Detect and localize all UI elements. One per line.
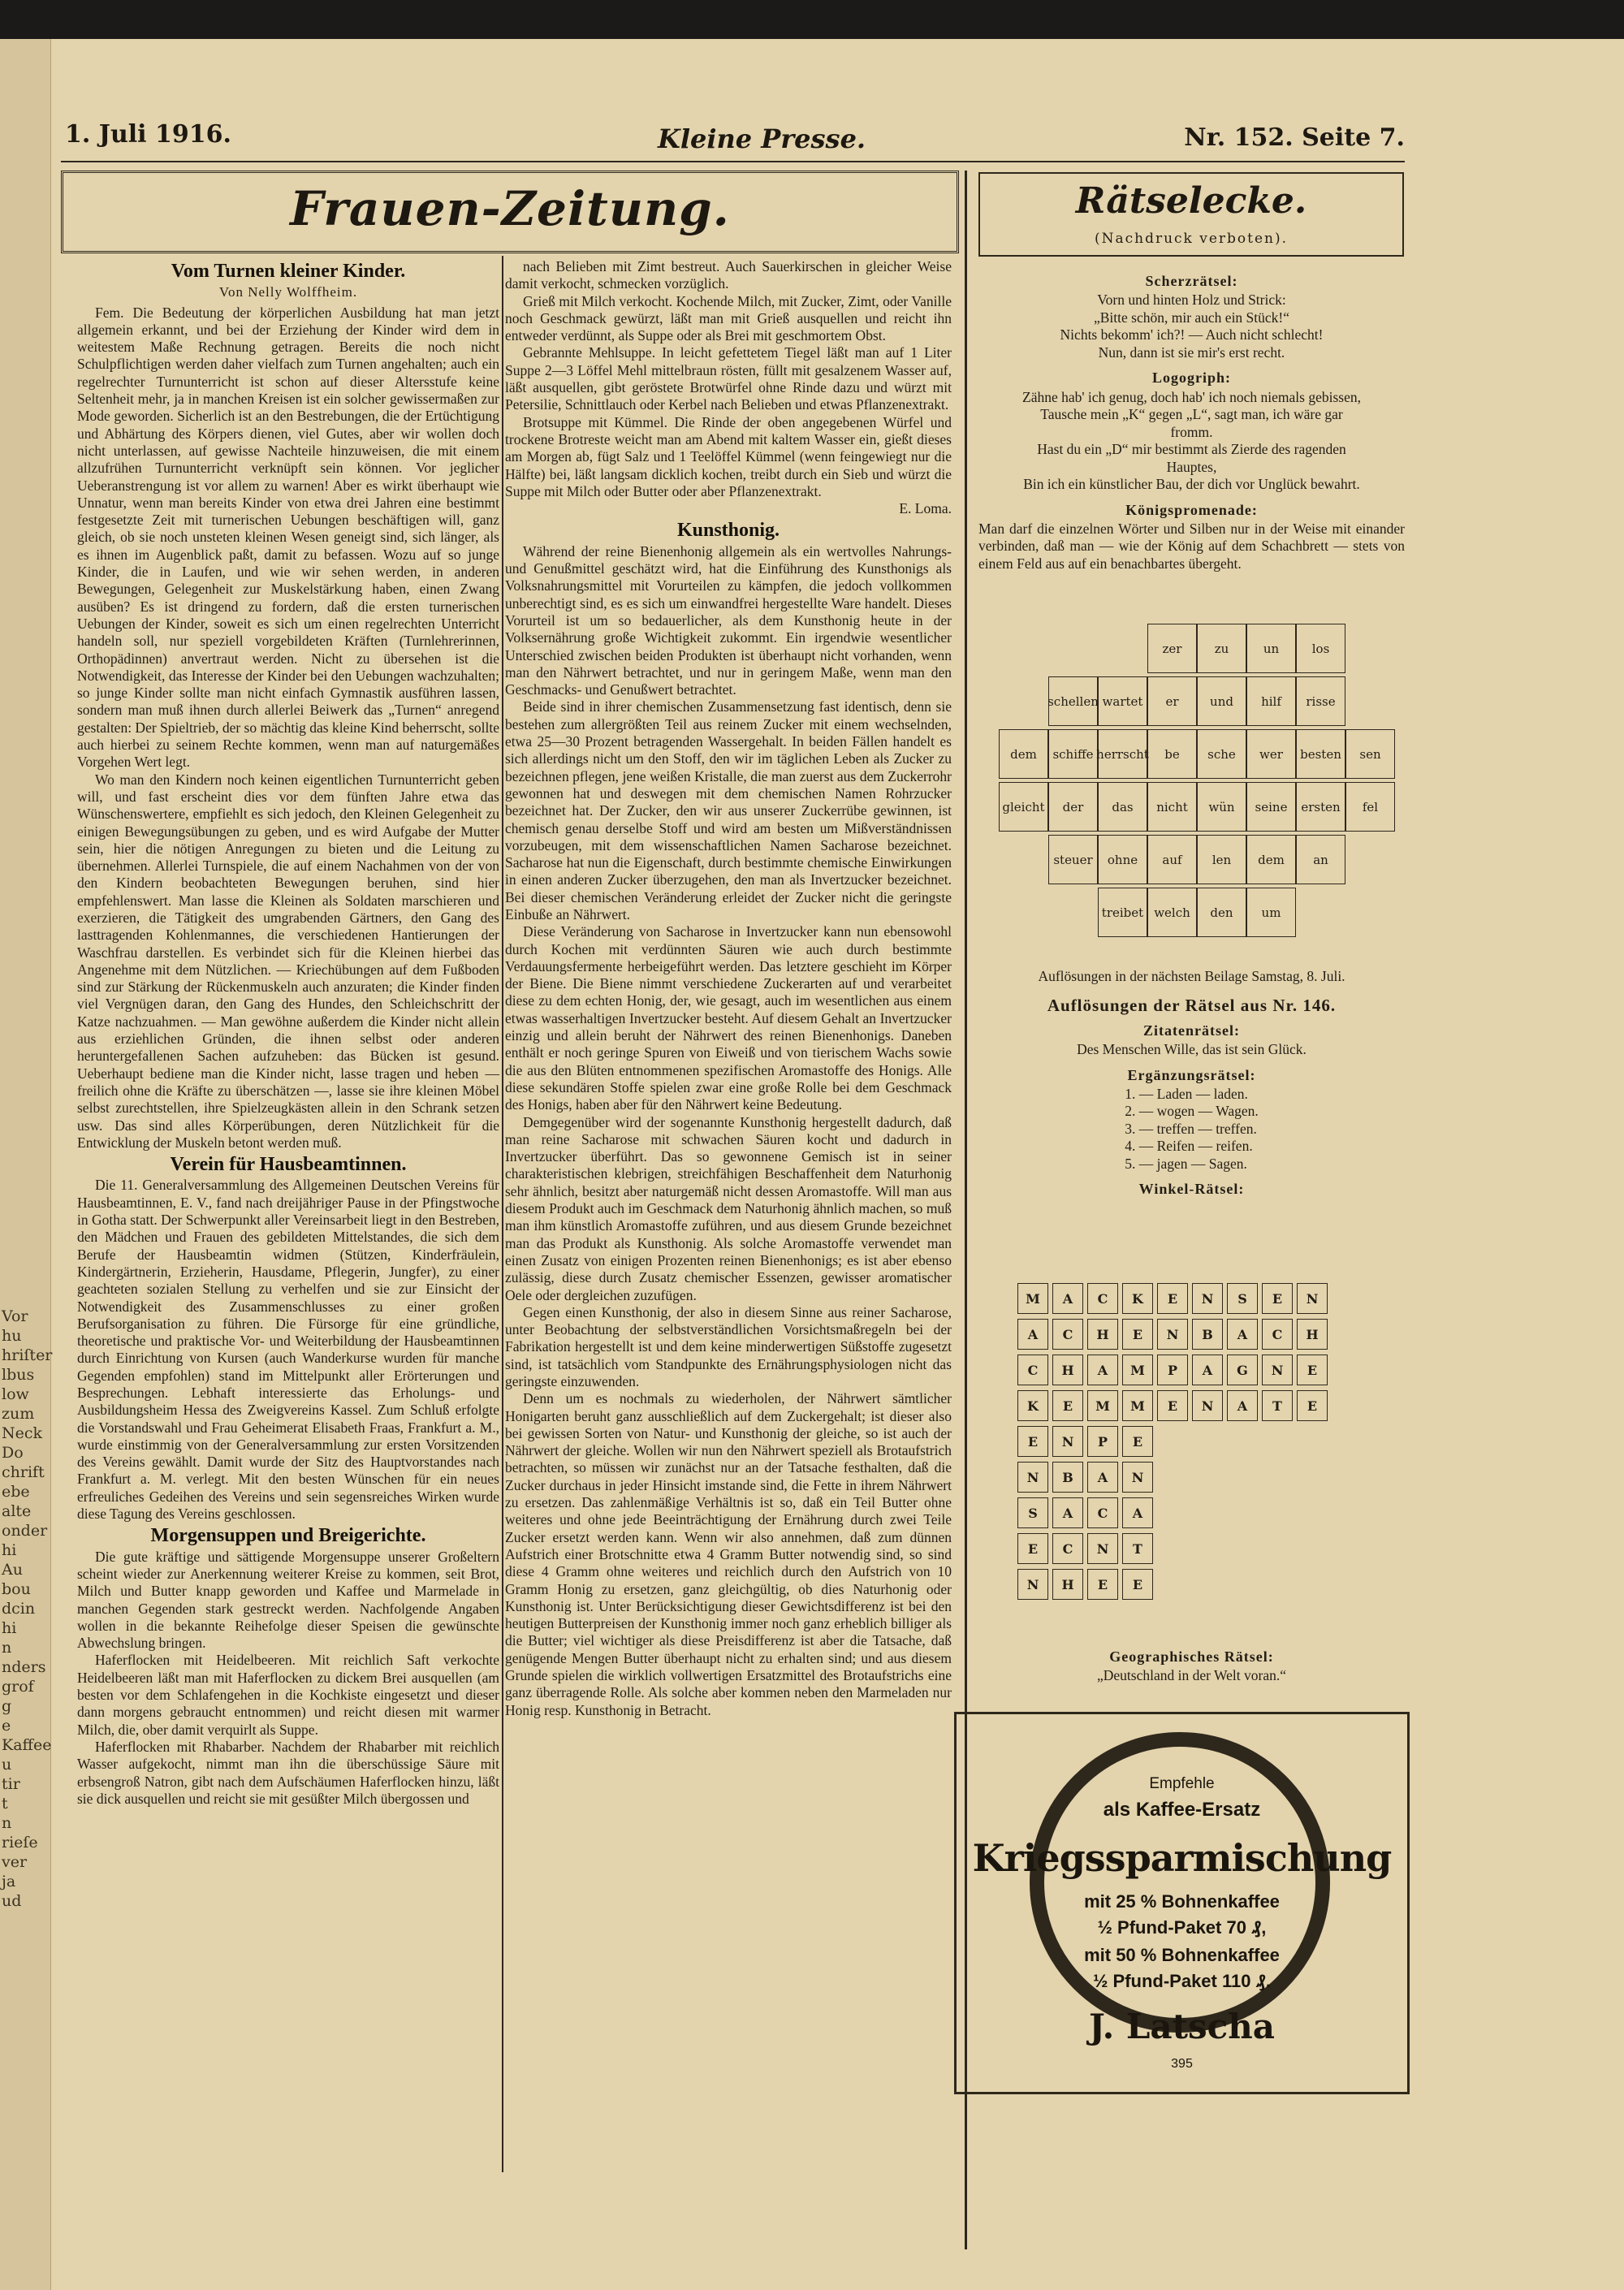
geo-solution: „Deutschland in der Welt voran.“ [1097,1667,1286,1684]
grid-cell: schiffe [1048,729,1098,779]
article-byline: Von Nelly Wolffheim. [218,284,358,300]
text-fragment: zum [2,1405,35,1423]
text-fragment: lbus [2,1366,35,1384]
column-1 [77,258,499,1808]
ad-price: ½ Pfund-Paket 70 ₰, [1097,1917,1267,1938]
grid-cell: und [1197,676,1246,726]
article-paragraph: Denn um es nochmals zu wiederholen, der Nährwert sämtlicher Honigarten beruht ganz ausschließlich auf dem Zuckergehalt; ist dieser also bei gewissen Sorten von Natur- und Kunsthonig der gleiche, so ist auch der Nährwert der gleiche. Wollen wir nun den Nährwert speziell als Brotaufstrich betrachten, so müssen wir zunächst nur an der Tatsache festhalten, daß die Zucker durchaus in jeder Hinsicht imstande sind, die Fette in ihrem Nährwert zu ersetzen. Das zahlenmäßige Verhältnis ist so, daß ein Teil Butter ohne weiteres und ohne jede Beeinträchtigung der Ernährung durch zwei Teile Zucker ersetzt werden kann. Wenn wir also annehmen, daß zum dünnen Aufstrich einer Brotschnitte etwa 4 Gramm Butter notwendig sind, so sind diese 4 Gramm ohne weiteres und reichlich durch den Aufstrich von 10 Gramm Honig zu ersetzen, ganz gleichgültig, ob dies Naturhonig oder Kunsthonig ist. Unter Berücksichtigung dieser Gewichtsdifferenz ist bei den heutigen Butterpreisen der Kunsthonig immer noch ganz erheblich billiger als die Butter; viel wichtiger als diese Preisdifferenz ist aber die Tatsache, daß genügende Mengen Butter überhaupt nicht zu erhalten sind; und aus diesem Grunde spielen die wirklich vollwertigen Ersatzmittel des Brotaufstrichs eine ganz überragende Rolle. Als solche aber kommen neben den Marmeladen nur Honig resp. Kunsthonig in Betracht. [505,1390,952,1718]
grid-cell: H [1052,1355,1083,1385]
puzzle-line: Vorn und hinten Holz und Strick: [1097,292,1286,309]
grid-cell: A [1087,1462,1118,1493]
grid-cell: sen [1345,729,1395,779]
text-fragment: ver [2,1853,28,1871]
grid-cell: E [1122,1426,1153,1457]
grid-cell: un [1246,624,1296,673]
text-fragment: nders [2,1658,46,1676]
grid-cell: den [1197,888,1246,937]
solution-line: 2. — wogen — Wagen. [1125,1103,1259,1120]
article-paragraph: Gegen einen Kunsthonig, der also in diesem Sinne aus reiner Sacharose, unter Beobachtung der selbstverständlichen Vorsichtsmaßregeln bei der Fabrikation hergestellt ist und dem keine minderwertigen Süßstoffe zugesetzt sind, ist tatsächlich vom Standpunkte des Ernährungsphysiologen nicht das geringste einzuwenden. [505,1303,952,1389]
article-paragraph: nach Belieben mit Zimt bestreut. Auch Sauerkirschen in gleicher Weise damit verkocht, schmecken vorzüglich. [505,258,952,292]
grid-cell: K [1017,1390,1048,1421]
puzzle-line: Zähne hab' ich genug, doch hab' ich noch niemals gebissen, [1022,388,1361,405]
grid-cell: C [1087,1497,1118,1528]
puzzle-line: Hauptes, [1166,458,1217,475]
ad-text: mit 50 % Bohnenkaffee [1084,1945,1280,1965]
solutions-title: Auflösungen der Rätsel aus Nr. 146. [1047,995,1337,1015]
grid-cell: nicht [1147,782,1197,832]
grid-cell: M [1087,1390,1118,1421]
ad-code: 395 [1171,2057,1193,2071]
text-fragment: alte [2,1502,32,1520]
grid-cell: A [1087,1355,1118,1385]
grid-cell: zer [1147,624,1197,673]
grid-cell: er [1147,676,1197,726]
ad-brand: J. Latscha [1089,2007,1275,2046]
raetsel-title: Rätselecke. [1075,180,1307,222]
header-issue: Nr. 152. Seite 7. [1184,123,1405,152]
puzzle-instructions: Man darf die einzelnen Wörter und Silben nur in der Weise mit einander verbinden, daß man — wie der König auf dem Schachbrett — stets von einem Feld aus auf ein benachbartes übergeht. [978,520,1405,572]
article-paragraph: Wo man den Kindern noch keinen eigentlichen Turnunterricht geben will, und fast erscheint dies vor dem fünften Jahre etwa das Wünschenswertere, empfiehlt es sich jedoch, den Kleinen Gelegenheit zu einigen Bewegungsübungen zu geben, und es wird Aufgabe der Mutter sein, hier die nötigen Anregungen zu bieten und die Leitung zu übernehmen. Allerlei Turnspiele, die auf einem Nachahmen von der von den Kindern beobachteten Bewegungen beruhen, sind hier empfehlenswert. Man lasse die Kleinen als Soldaten marschieren und exerzieren, die Tätigkeit des umgrabenden Gärtners, den Gang des lasttragenden Kohlenmannes, die verschiedenen Hantierungen der Waschfrau darstellen. Es verbindet sich für die Kleinen hierbei das Angenehme mit dem Nützlichen. — Kriechübungen auf dem Fußboden sind zur Stärkung der Rückenmuskeln auch anzuraten; die Kinder finden viel Vergnügen daran, den Gang des Hundes, den Schleichschritt der Katze nachzuahmen. — Man gewöhne außerdem die Kinder nicht allein aus erziehlichen Gründen, die ihnen selbst oder anderen heruntergefallenen Sachen aufzuheben: das Bücken ist gesund. Ueberhaupt bediene man die Kinder nicht, lasse tragen und heben — freilich ohne die Kräfte zu überschätzen —, lasse sie ihre kleinen Möbel selbst zurechtstellen, ihre Spielzeugkästen allein in den Schrank setzen usw. Das sind alles Körperübungen, deren Nützlichkeit für die Entwicklung der Muskeln betont werden muß. [77,771,499,1151]
frauen-zeitung-masthead [61,171,959,253]
grid-cell: auf [1147,835,1197,884]
text-fragment: Au [2,1561,23,1579]
solution-line: 4. — Reifen — reifen. [1125,1138,1253,1155]
grid-cell: sche [1197,729,1246,779]
text-fragment: hi [2,1619,17,1637]
grid-cell: treibet [1098,888,1147,937]
puzzle-line: Nun, dann ist sie mir's erst recht. [1098,344,1285,361]
text-fragment: Neck [2,1424,43,1442]
grid-cell: A [1227,1319,1258,1350]
text-fragment: n [2,1814,12,1832]
grid-cell: E [1262,1283,1293,1314]
grid-cell: E [1087,1569,1118,1600]
zitat-solution: Des Menschen Wille, das ist sein Glück. [1077,1041,1307,1058]
column-rule-left [502,256,503,2172]
grid-cell: E [1017,1533,1048,1564]
grid-cell: E [1297,1390,1328,1421]
grid-cell: H [1087,1319,1118,1350]
grid-cell: zu [1197,624,1246,673]
text-fragment: onder [2,1522,48,1540]
article-paragraph: Die 11. Generalversammlung des Allgemeinen Deutschen Vereins für Hausbeamtinnen, E. V., fand nach dreijähriger Pause in der Pfingstwoche in Gotha statt. Der Schwerpunkt aller Vereinsarbeit liegt in den Bestreben, den Mädchen und Frauen des gebildeten Mittelstandes, die sich dem Berufe der Hausbeamtin widmen (Stützen, Kinderfräulein, Kindergärtnerin, Erzieherin, Hausdame, Pflegerin, Jungfer), zu einer geachteten sozialen Stellung zu verhelfen und sie zur Einsicht der Notwendigkeit des Zusammenschlusses zu einer großen Berufsorganisation zu führen. Die Fürsorge für eine gründliche, theoretische und praktische Vor- und Weiterbildung der Hausbeamtinnen durch Einrichtung von Kursen (auch Wanderkurse wurden für manche Gegenden empfohlen) stand im Mittelpunkt aller Erörterungen und Besprechungen. Lebhaft interessierte das Erholungs- und Ausbildungsheim Hessa des Zweigvereins Kassel. Zum Schluß erfolgte die Vorstandswahl und Frau Geheimerat Elisabeth Fraas, Frankfurt a. M., wurde einstimmig von der Generalversammlung zur ersten Vorsitzenden des Vereins gewählt. Damit wurde der Sitz des Hauptvorstandes nach Frankfurt a. M. verlegt. Mit den besten Wünschen für ein neues erfreuliches Gedeihen des Vereins und sein segensreiches Wirken wurde diese Tagung des Vereins geschlossen. [77,1177,499,1523]
puzzle-solutions [978,968,1405,1200]
grid-cell: K [1122,1283,1153,1314]
grid-cell: A [1122,1497,1153,1528]
article-title: Kunsthonig. [676,520,780,542]
grid-cell: N [1192,1390,1223,1421]
article-paragraph: Die gute kräftige und sättigende Morgensuppe unserer Großeltern scheint wieder zur Anerkennung weiterer Kreise zu kommen, seit Brot, Milch und Butter knapp geworden und Kaffee und Marmelade in manchen Gegenden stark gestreckt werden. Nachfolgende Angaben wollen in die bekannte Reihefolge dieser Speisen die gewünschte Abwechslung bringen. [77,1548,499,1652]
grid-cell: wartet [1098,676,1147,726]
grid-cell: besten [1296,729,1345,779]
grid-cell: B [1052,1462,1083,1493]
grid-cell: gleicht [999,782,1048,832]
solution-line: 5. — jagen — Sagen. [1125,1155,1247,1172]
grid-cell: A [1192,1355,1223,1385]
recipe-paragraph: Gebrannte Mehlsuppe. In leicht gefettetem Tiegel läßt man auf 1 Liter Suppe 2—3 Löffel Mehl mittelbraun rösten, füllt mit gesalzenem Wasser auf, läßt ausquellen, gibt geröstete Brotwürfel ohne Rinde dazu und würzt mit Petersilie, Schnittlauch oder Kerbel nach Belieben und etwas Pflanzenextrakt. [505,344,952,413]
grid-cell: N [1157,1319,1188,1350]
puzzle-title: Königspromenade: [1125,501,1258,518]
text-fragment: grof [2,1678,34,1696]
article-signature: E. Loma. [899,500,952,517]
grid-cell: P [1087,1426,1118,1457]
raetsel-subtitle: (Nachdruck verboten). [1094,231,1289,247]
header-date: 1. Juli 1916. [65,120,231,149]
grid-cell: N [1122,1462,1153,1493]
grid-cell: hilf [1246,676,1296,726]
grid-cell: P [1157,1355,1188,1385]
grid-cell: A [1052,1283,1083,1314]
grid-cell: N [1052,1426,1083,1457]
grid-cell: herrscht [1098,729,1147,779]
text-fragment: Vor [2,1307,28,1325]
article-title: Vom Turnen kleiner Kinder. [171,261,406,282]
grid-cell: N [1262,1355,1293,1385]
grid-cell: seine [1246,782,1296,832]
grid-cell: G [1227,1355,1258,1385]
article-paragraph: Haferflocken mit Rhabarber. Nachdem der Rhabarber mit reichlich Wasser aufgekocht, nimmt man ihn die überschüssige Säure mit erbsengroß Natron, gibt nach dem Aufschäumen Haferflocken hinzu, läßt sie dick ausquellen und reicht sie mit gesüßter Milch übergossen und [77,1738,499,1807]
article-paragraph: Demgegenüber wird der sogenannte Kunsthonig hergestellt dadurch, daß man reine Sacharose mit schwachen Säuren kocht und dadurch in Invertzucker überführt. Das so gewonnene Gemisch ist in seiner charakteristischen klebrigen, streichfähigen Beschaffenheit dem Naturhonig sehr ähnlich, besitzt aber naturgemäß nicht dessen Aromastoffe. Will man aus diesem Produkt auch im Geschmack dem Naturhonig ähnlich machen, so muß man ihm künstlich Aromastoffe zuführen, und aus diesem Grunde bezeichnet man das Produkt als Kunsthonig. Als solche Aromastoffe verwendet man einen Zusatz von einigen Prozenten reinen Bienenhonigs; es ist aber ebenso zulässig, diese durch Zusatz chemischer Essenzen, gewisser aromatischer Oele oder dergleichen zuzufügen. [505,1113,952,1303]
grid-cell: C [1052,1533,1083,1564]
grid-cell: be [1147,729,1197,779]
grid-cell: an [1296,835,1345,884]
puzzle-title: Scherzrätsel: [1145,273,1238,289]
text-fragment: e [2,1717,11,1735]
grid-cell: T [1122,1533,1153,1564]
solution-line: 1. — Laden — laden. [1125,1085,1248,1102]
grid-cell: wün [1197,782,1246,832]
grid-cell: E [1122,1319,1153,1350]
grid-cell: schellen [1048,676,1098,726]
puzzle-title: Ergänzungsrätsel: [1127,1066,1256,1083]
text-fragment: low [2,1385,29,1403]
column-3-puzzles [978,265,1405,572]
ad-text: als Kaffee-Ersatz [1103,1799,1261,1821]
text-fragment: ja [2,1873,16,1890]
grid-cell: M [1017,1283,1048,1314]
grid-cell: C [1052,1319,1083,1350]
grid-cell: N [1297,1283,1328,1314]
grid-cell: M [1122,1390,1153,1421]
grid-cell: E [1297,1355,1328,1385]
article-paragraph: Diese Veränderung von Sacharose in Invertzucker kann nun ebensowohl durch Kochen mit verdünnten Säuren wie auch durch bestimmte Verdauungsfermente herbeigeführt werden. Das letztere geschieht im Körper der Biene. Die Biene nimmt verschiedene Zuckerarten auf und verarbeitet diese zu dem echten Honig, der, wie gesagt, auch im wesentlichen aus einem etwas wasserhaltigen Invertzucker besteht. Auf diesem Gehalt an Invertzucker einzig und allein beruht der Nährwert des reinen Bienenhonigs. Daneben enthält er noch geringe Spuren von Eiweiß und von tierischem Wachs sowie die aus den Blüten entnommenen spezifischen Aromastoffe des Honigs. Alle diese sekundären Stoffe spielen zwar eine große Rolle bei dem Geschmack des Honigs, haben aber für den Nährwert keine Bedeutung. [505,923,952,1113]
scan-top-border [0,0,1624,39]
grid-cell: steuer [1048,835,1098,884]
grid-cell: dem [999,729,1048,779]
grid-cell: E [1157,1283,1188,1314]
text-fragment: Kaffee [2,1736,52,1754]
text-fragment: g [2,1697,12,1715]
text-fragment: hu [2,1327,22,1345]
ergaenzung-solution [1125,1086,1259,1173]
grid-cell: E [1157,1390,1188,1421]
text-fragment: Do [2,1444,24,1462]
text-fragment: hi [2,1541,17,1559]
grid-cell: A [1052,1497,1083,1528]
text-fragment: rieſe [2,1834,38,1851]
section-title: Frauen-Zeitung. [290,181,730,236]
logogriph-puzzle [978,389,1405,494]
text-fragment: bou [2,1580,31,1598]
grid-cell: N [1017,1569,1048,1600]
grid-cell: los [1296,624,1345,673]
adjacent-page-strip [0,39,51,2290]
latscha-advertisement [954,1712,1410,2094]
solutions-note: Auflösungen in der nächsten Beilage Samstag, 8. Juli. [1038,968,1345,984]
puzzle-title: Zitatenrätsel: [1143,1022,1240,1039]
raetsel-masthead [978,172,1404,257]
text-fragment: tir [2,1775,20,1793]
puzzle-line: Tausche mein „K“ gegen „L“, sagt man, ich wäre gar [1040,406,1343,423]
article-paragraph: Beide sind in ihrer chemischen Zusammensetzung fast identisch, denn sie bestehen zum allergrößten Teil aus reinem Zucker mit einem wechselnden, etwa 25—30 Prozent betragenden Wassergehalt. In beiden Fällen handelt es sich allerdings nicht um den Stoff, den wir im täglichen Leben als Zucker zu bezeichnen pflegen, jene weißen Kristalle, die man zuerst aus dem Zuckerrohr gewonnen hat und deswegen mit dem chemischen Namen Rohrzucker bezeichnet hat. Der Zucker, den wir aus unserer Zuckerrübe gewinnen, ist chemisch genau derselbe Stoff und wird am besten um Mißverständnissen vorzubeugen, mit dem wissenschaftlichen Namen Sacharose bezeichnet. Sacharose hat nun die Eigenschaft, durch bestimmte chemische Einwirkungen in einen anderen Zucker überzugehen, den man als Invertzucker bezeichnet. Bei dieser chemischen Veränderung erleidet der Zucker nicht die geringste Einbuße an Nährwert. [505,698,952,922]
puzzle-title: Winkel-Rätsel: [1138,1181,1245,1198]
text-fragment: u [2,1756,12,1774]
grid-cell: dem [1246,835,1296,884]
grid-cell: E [1052,1390,1083,1421]
article-title: Morgensuppen und Breigerichte. [150,1525,426,1547]
article-paragraph: Während der reine Bienenhonig allgemein als ein wertvolles Nahrungs- und Genußmittel geschätzt wird, hat die Einführung des Kunsthonigs als Volksnahrungsmittel mit Vorurteilen zu kämpfen, die jedoch vollkommen unberechtigt sind, es es sich um einwandfrei hergestellte Ware handelt. Dieses Vorurteil ist um so bedauerlicher, als dem Kunsthonig heute in der Volksernährung große Wichtigkeit zukommt. Ein irgendwie wesentlicher Unterschied zwischen beiden Produkten ist überhaupt nicht vorhanden, wenn man den Nährwert betrachtet, und nur in geringem Maße, wenn man den Geschmacks- und Genußwert betrachtet. [505,542,952,698]
recipe-paragraph: Brotsuppe mit Kümmel. Die Rinde der oben angegebenen Würfel und trockene Brotreste weicht man am Abend mit kaltem Wasser ein, gießt dieses am Morgen ab, fügt Salz und 1 Teelöffel Kümmel (wenn feingewiegt nur die Hälfte) bei, läßt langsam dicklich kochen, treibt durch ein Sieb und würzt die Suppe mit Milch oder Butter oder aber Pflanzenextrakt. [505,413,952,499]
puzzle-line: Bin ich ein künstlicher Bau, der dich vor Unglück bewahrt. [1023,476,1360,493]
header-rule [61,161,1405,162]
ad-text: mit 25 % Bohnenkaffee [1084,1891,1280,1912]
grid-cell: C [1017,1355,1048,1385]
grid-cell: N [1017,1462,1048,1493]
solution-line: 3. — treffen — treffen. [1125,1120,1257,1137]
text-fragment: hriſter [2,1346,53,1364]
geo-puzzle [978,1640,1405,1685]
grid-cell: N [1192,1283,1223,1314]
grid-cell: A [1017,1319,1048,1350]
grid-cell: ersten [1296,782,1345,832]
header-paper-name: Kleine Presse. [658,123,866,154]
grid-cell: M [1122,1355,1153,1385]
text-fragment: t [2,1795,8,1813]
grid-cell: E [1017,1426,1048,1457]
grid-cell: N [1087,1533,1118,1564]
grid-cell: E [1122,1569,1153,1600]
puzzle-line: Hast du ein „D“ mir bestimmt als Zierde des ragenden [1037,441,1346,458]
recipe-paragraph: Grieß mit Milch verkocht. Kochende Milch, mit Zucker, Zimt, oder Vanille noch Geschmack gewürzt, läßt man mit Grieß ausquellen und reicht ihn entweder verdünnt, als Suppe oder als Brei mit geschmortem Obst. [505,292,952,344]
grid-cell: risse [1296,676,1345,726]
puzzle-line: fromm. [1170,423,1213,440]
text-fragment: chrift [2,1463,45,1481]
grid-cell: H [1297,1319,1328,1350]
puzzle-line: „Bitte schön, mir auch ein Stück!“ [1093,309,1290,326]
grid-cell: B [1192,1319,1223,1350]
grid-cell: C [1087,1283,1118,1314]
article-paragraph: Haferflocken mit Heidelbeeren. Mit reichlich Saft verkochte Heidelbeeren läßt man mit Haferflocken zu dickem Brei ausquellen (am besten vor dem Schlafengehen in die Kochkiste eingesetzt und dieser dann morgens gebraucht entnommen) und reicht diesen mit warmer Milch, die, ober damit verquirlt als Suppe. [77,1652,499,1738]
article-title: Verein für Hausbeamtinnen. [170,1154,407,1176]
grid-cell: das [1098,782,1147,832]
puzzle-title: Logogriph: [1151,369,1231,387]
grid-cell: S [1017,1497,1048,1528]
grid-cell: T [1262,1390,1293,1421]
scherz-puzzle [978,292,1405,361]
grid-cell: A [1227,1390,1258,1421]
text-fragment: n [2,1639,12,1657]
puzzle-title: Geographisches Rätsel: [1109,1648,1274,1665]
ad-text: Empfehle [1149,1775,1215,1792]
grid-cell: S [1227,1283,1258,1314]
grid-cell: der [1048,782,1098,832]
text-fragment: dcin [2,1600,36,1618]
column-2 [505,258,952,1719]
text-fragment: ud [2,1892,22,1910]
text-fragment: ebe [2,1483,30,1501]
ad-price: ½ Pfund-Paket 110 ₰. [1093,1971,1271,1991]
grid-cell: C [1262,1319,1293,1350]
grid-cell: ohne [1098,835,1147,884]
ad-product-name: Kriegssparmischung [972,1836,1392,1880]
page-header [57,88,1405,154]
grid-cell: welch [1147,888,1197,937]
grid-cell: um [1246,888,1296,937]
grid-cell: wer [1246,729,1296,779]
grid-cell: len [1197,835,1246,884]
puzzle-line: Nichts bekomm' ich?! — Auch nicht schlecht! [1060,326,1324,344]
grid-cell: fel [1345,782,1395,832]
grid-cell: H [1052,1569,1083,1600]
article-paragraph: Fem. Die Bedeutung der körperlichen Ausbildung hat man jetzt allgemein erkannt, und bei der Erziehung der Kinder wird dem in weitestem Maße Rechnung getragen. Bereits die noch nicht Schulpflichtigen werden daher vielfach zum Turnen angehalten; auch ein regelrechter Turnunterricht ist schon auf dieser Altersstufe keine Seltenheit mehr, ja in manchen Kreisen ist ein solcher gewissermaßen zur Mode geworden. Sicherlich ist an den Bestrebungen, die der Ertüchtigung und Abhärtung des Körpers dienen, viel Gutes, aber wir wollen doch nicht unterlassen, auf gewisse Nachteile hinzuweisen, die mit einem allzufrühen Turnunterricht verknüpft sein können. Vor jeglicher Ueberanstrengung ist vor allem zu warnen! Aber es wirkt überhaupt wie Unnatur, wenn man bereits Kinder von etwa drei Jahren eine bestimmt festgesetzte Zeit mit turnerischen Uebungen beschäftigen will, ganz gleich, ob sie noch unsteten kleinen Wesen geneigt sind, sich länger, als es ihnen im Augenblick paßt, damit zu befassen. Wozu auf so junge Kinder, die in Laufen, und wie wir sehen werden, in anderen Bewegungen, Gelegenheit zur Muskelstärkung haben, einen Zwang ausüben? Es ist dringend zu fordern, daß die ersten turnerischen Uebungen der Kinder, soweit es sich um einen regelrechten Unterricht handeln soll, nur speziell vorgebildeten Kräften (Turnlehrerinnen, Orthopädinnen) anvertraut werden. Nicht zu übersehen ist die Notwendigkeit, das Interesse der Kinder bei den Uebungen wachzuhalten; so junge Kinder sollte man nicht einfach Gymnastik ausführen lassen, sondern man muß ihnen durch allerlei Beiwerk das „Turnen“ anregend gestalten: Der Spieltrieb, der so mächtig das kleine Kind beherrscht, sollte auch hierbei zu seinem Rechte kommen, wenn man auf naturgemäßes Vorgehen Wert legt. [77,304,499,771]
